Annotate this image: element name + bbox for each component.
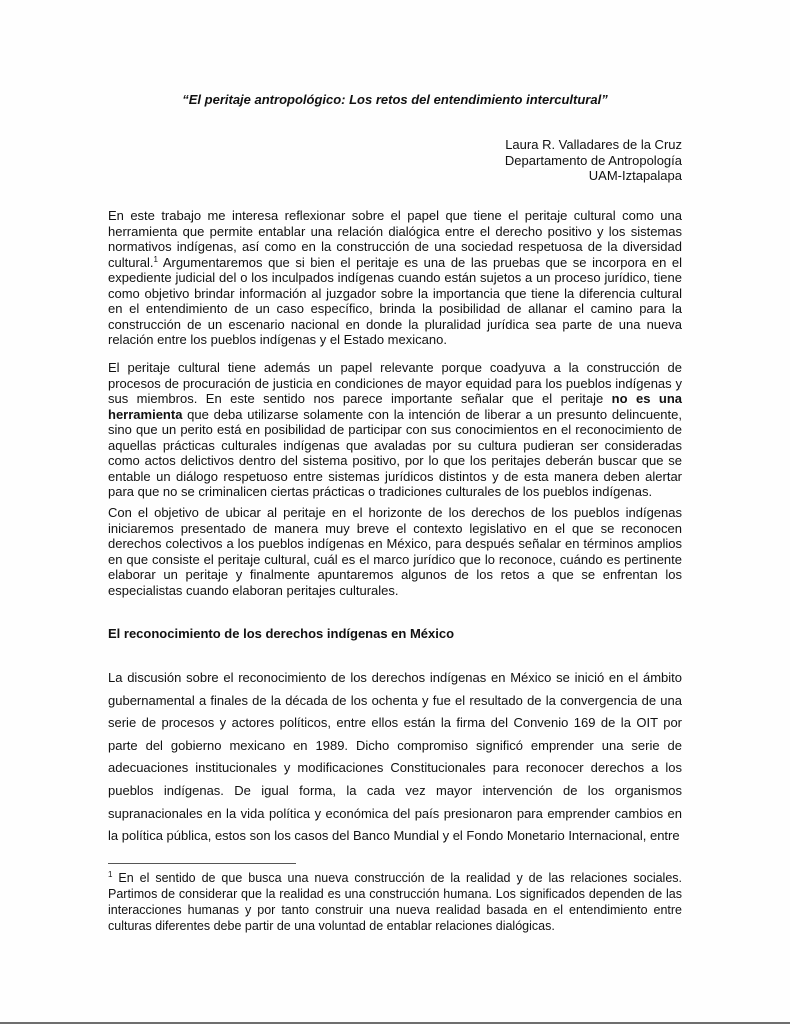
author-department: Departamento de Antropología: [504, 152, 682, 168]
paragraph-text: que deba utilizarse solamente con la intención de liberar a un presunto delincuente, sino que un perito está en posibilidad de participar con sus conocimientos en el reconocimiento de aquellas prácticas culturales indígenas que avaladas por su cultura pudieran ser consideradas como actos delictivos dentro del sistema positivo, por lo que los peritajes deberán buscar que se entable un diálogo respetuoso entre sistemas jurídicos distintos y de esta manera deben alertar para que no se criminalicen ciertas prácticas o tradiciones culturales de los pueblos indígenas.: [108, 406, 682, 499]
paragraph-text: En este trabajo me interesa reflexionar sobre el papel que tiene el peritaje cultural como una herramienta que permite entablar una relación dialógica entre el derecho positivo y los sistemas normativos indígenas, así como en la construcción de una sociedad respetuosa de la diversidad cultural.: [108, 208, 682, 270]
author-name: Laura R. Valladares de la Cruz: [505, 137, 682, 152]
emphasis-text: no es una herramienta: [108, 391, 682, 422]
paragraph-intro: [108, 208, 682, 348]
footnote-number: 1: [108, 870, 113, 879]
paragraph-role: [108, 360, 682, 500]
paragraph-text: Con el objetivo de ubicar al peritaje en el horizonte de los derechos de los pueblos indígenas iniciaremos presentado de manera muy breve el contexto legislativo en el que se reconocen derechos colectivos a los pueblos indígenas en México, para después señalar en términos amplios en que consiste el peritaje cultural, cuál es el marco jurídico que lo reconoce, cuándo es pertinente elaborar un peritaje y finalmente apuntaremos algunos de los retos a que se enfrentan los especialistas cuando elaboran peritajes culturales.: [108, 505, 682, 598]
paragraph-text: Argumentaremos que si bien el peritaje es una de las pruebas que se incorpora en el expediente judicial del o los inculpados indígenas cuando están sujetos a un proceso jurídico, tiene como objetivo brindar información al juzgador sobre la importancia que tiene la diferencia cultural en el entendimiento de un caso específico, brinda la posibilidad de allanar el camino para la construcción de un escenario nacional en donde la pluralidad jurídica sea parte de una nueva relación entre los pueblos indígenas y el Estado mexicano.: [108, 254, 682, 347]
footnote-reference: 1: [153, 254, 158, 264]
author-block: [505, 137, 682, 184]
section-paragraph: [108, 667, 682, 848]
section-heading: El reconocimiento de los derechos indígenas en México: [108, 626, 455, 641]
footnote: [108, 870, 682, 934]
footnote-separator: [108, 863, 296, 864]
paragraph-objective: [108, 505, 682, 598]
paragraph-text: La discusión sobre el reconocimiento de los derechos indígenas en México se inició en el ámbito gubernamental a finales de la década de los ochenta y fue el resultado de la convergencia de una serie de procesos y actores políticos, entre ellos están la firma del Convenio 169 de la OIT por parte del gobierno mexicano en 1989. Dicho compromiso significó emprender una serie de adecuaciones institucionales y modificaciones Constitucionales para reconocer derechos a los pueblos indígenas. De igual forma, la cada vez mayor intervención de los organismos supranacionales en la vida política y económica del país presionaron para emprender cambios en la política pública, estos son los casos del Banco Mundial y el Fondo Monetario Internacional, entre: [108, 670, 682, 844]
paragraph-text: El peritaje cultural tiene además un papel relevante porque coadyuva a la construcción de procesos de procuración de justicia en condiciones de mayor equidad para los pueblos indígenas y sus miembros. En este sentido nos parece importante señalar que el peritaje: [108, 360, 682, 406]
author-institution: UAM-Iztapalapa: [588, 168, 682, 183]
document-title: “El peritaje antropológico: Los retos del entendimiento intercultural”: [182, 92, 608, 107]
footnote-text: En el sentido de que busca una nueva construcción de la realidad y de las relaciones sociales. Partimos de considerar que la realidad es una construcción humana. Los significados dependen de las interacciones humanas y por tanto construir una nueva realidad basada en el entendimiento entre culturas diferentes debe partir de una voluntad de entablar relaciones dialógicas.: [108, 871, 682, 933]
